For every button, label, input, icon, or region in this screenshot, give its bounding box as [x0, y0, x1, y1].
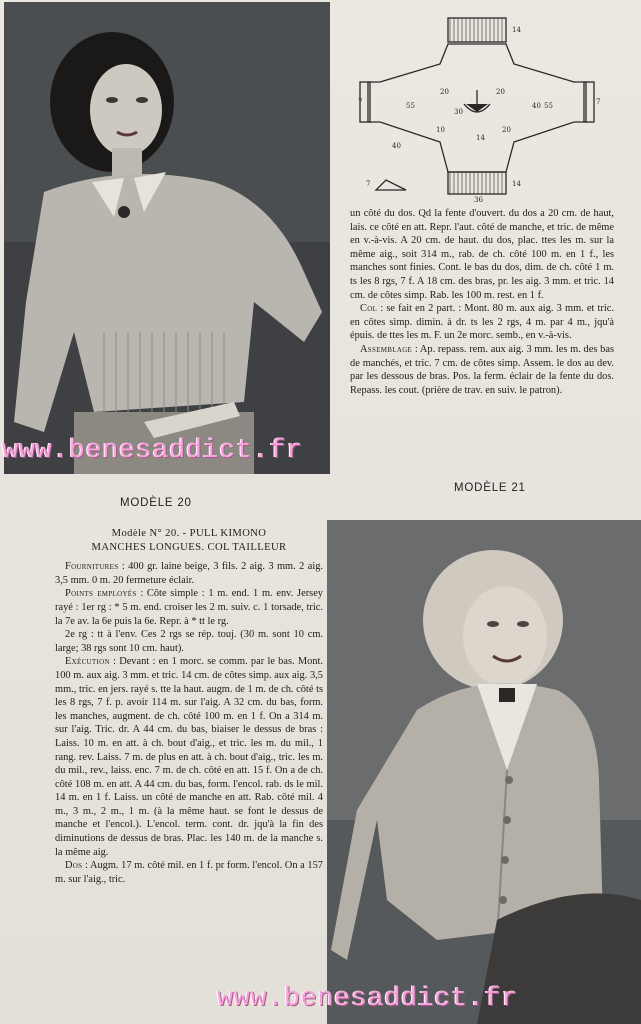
- execution-text: : Devant : en 1 morc. se comm. par le bas. Mont. 100 m. aux aig. 3 mm. et tric. 14 cm. de côtes simp. aux aig. 3,5 mm., tric. en jers. rayé s. tte la haut. augm. de 1 m. de ch. côté ts les 8 rgs, 7 f. p. avoir 114 m. sur l'aig. A 32 cm. du bas, form. les manches, augment. de ch. côté 100 m. en 1 f. On a 314 m. sur l'aig. Tric. dr. A 44 cm. du bas, biaiser le dessus de bras : Laiss. 10 m. en att. à ch. bout d'aig., et tric. les m. du mil., 1 rang. rev. Laiss. 7 m. de plus en att. à ch. bout d'aig., tric. les m. du mil., rev., laiss. enc. 7 m. de ch. côté en att. 15 f. On a de ch. côté 108 m. en att. A 44 cm. du bas, form. l'encol. rab. ds le mil. 14 m. en 1 f. Laiss. un côté de manche en att. Rab. côté mil. 4 m., 3 m., 2 m., 1 m. (à la même haut. se font le dessus de manche et l'encol.). L'encol. term. cont. dr. jqu'à la fin des diminutions de dessus de bras. Plac. les 140 m. de la manche s. la même aig.: [55, 656, 323, 858]
- points-paragraph-2: 2e rg : tt à l'env. Ces 2 rgs se rép. touj. (30 m. sont 10 cm. large; 38 rgs sont 10 cm. haut).: [55, 629, 323, 654]
- pattern-diagram: [336, 4, 638, 204]
- assemblage-text: : Ap. repass. rem. aux aig. 3 mm. les m. des bas de manchés, et tric. 7 cm. de côtes simp. Assem. le dos au dev. par les dessous de bras. Pos. la ferm. éclair de la fente du dos. Repass. les cout. (prière de trav. en suiv. le patron).: [350, 343, 614, 396]
- assemblage-paragraph: [350, 343, 614, 397]
- points-text-1: : Côte simple : 1 m. end. 1 m. env. Jersey rayé : 1er rg : * 5 m. end. croiser les 2 m. suiv. c. 1 torsade, tric. la 7e av. la 6e puis la 6e. Repr. à * tt le rg.: [55, 588, 324, 627]
- diagram-label-10: 7: [596, 98, 601, 106]
- diagram-label-7: 20: [502, 126, 511, 134]
- photo-modele-21: [327, 520, 641, 1024]
- col-paragraph: [350, 302, 614, 343]
- photo-modele-21-illustration: [327, 520, 641, 1024]
- neck-marker-icon: [466, 104, 488, 112]
- col-label: Col: [360, 303, 378, 315]
- execution-label: Exécution: [65, 656, 110, 668]
- points-paragraph: [55, 587, 323, 628]
- diagram-label-2: 20: [440, 88, 449, 96]
- diagram-label-15: 14: [476, 134, 485, 142]
- dos-continued-paragraph: un côté du dos. Qd la fente d'ouvert. du dos a 20 cm. de haut, lais. ce côté en att. Repr. l'aut. côté de manche, et tric. de même en v.-à-vis. A 20 cm. de haut. du dos, plac. ttes les m. sur la même aig., soit 314 m., rab. de ch. côté 100 m. en 1 f., les manches sont finies. Cont. le bas du dos, dim. de ch. côté 1 m. ts les 8 rgs, 7 f. A 18 cm. des bras, pr. les aig. 3 mm. et tric. 14 cm. de côtes simp. Rab. les 100 m. rest. en 1 f.: [350, 208, 614, 301]
- model-title-line-1: Modèle N° 20. - PULL KIMONO: [111, 528, 267, 539]
- diagram-label-12: 36: [474, 196, 483, 204]
- assemblage-label: Assemblage: [360, 343, 413, 355]
- instructions-column-right: [350, 207, 614, 397]
- dos-text: : Augm. 17 m. côté mil. en 1 f. pr form. l'encol. On a 157 m. sur l'aig., tric.: [55, 860, 323, 885]
- dos-paragraph: [55, 859, 323, 886]
- photo-modele-20: [4, 2, 330, 474]
- diagram-label-4: 40: [392, 142, 401, 150]
- caption-modele-21: MODÈLE 21: [454, 482, 526, 494]
- dos-label: Dos: [65, 860, 83, 872]
- col-text: : se fait en 2 part. : Mont. 80 m. aux aig. 3 mm. et tric. en côtes simp. dimin. à dr. ts les 2 rgs, 4 m. par 4 m., jqu'à épuis. de ttes les m. F. un 2e morc. semb., en v.-à-vis.: [350, 303, 614, 342]
- execution-paragraph: [55, 655, 323, 859]
- fournitures-text: : 400 gr. laine beige, 3 fils. 2 aig. 3 mm. 2 aig. 3,5 mm. 0 m. 20 fermeture éclair.: [55, 561, 323, 586]
- diagram-label-14: 7: [366, 180, 371, 188]
- watermark-top: www.benesaddict.fr: [2, 436, 303, 466]
- diagram-label-3: 30: [454, 108, 463, 116]
- points-label: Points employés: [65, 588, 137, 600]
- diagram-label-8: 40: [532, 102, 541, 110]
- diagram-label-0: 7: [358, 98, 363, 106]
- diagram-label-11: 14: [512, 26, 521, 34]
- fournitures-label: Fournitures: [65, 561, 119, 573]
- fournitures-paragraph: [55, 560, 323, 587]
- diagram-label-5: 10: [436, 126, 445, 134]
- caption-modele-20: MODÈLE 20: [120, 497, 192, 509]
- diagram-label-13: 14: [512, 180, 521, 188]
- watermark-bottom: www.benesaddict.fr: [217, 984, 518, 1014]
- model-title-line-2: MANCHES LONGUES. COL TAILLEUR: [91, 541, 287, 553]
- diagram-label-1: 55: [406, 102, 415, 110]
- diagram-label-9: 55: [544, 102, 553, 110]
- pattern-diagram-svg: [336, 4, 638, 204]
- photo-modele-20-illustration: [4, 2, 330, 474]
- instructions-column-left: [55, 527, 323, 886]
- diagram-label-6: 20: [496, 88, 505, 96]
